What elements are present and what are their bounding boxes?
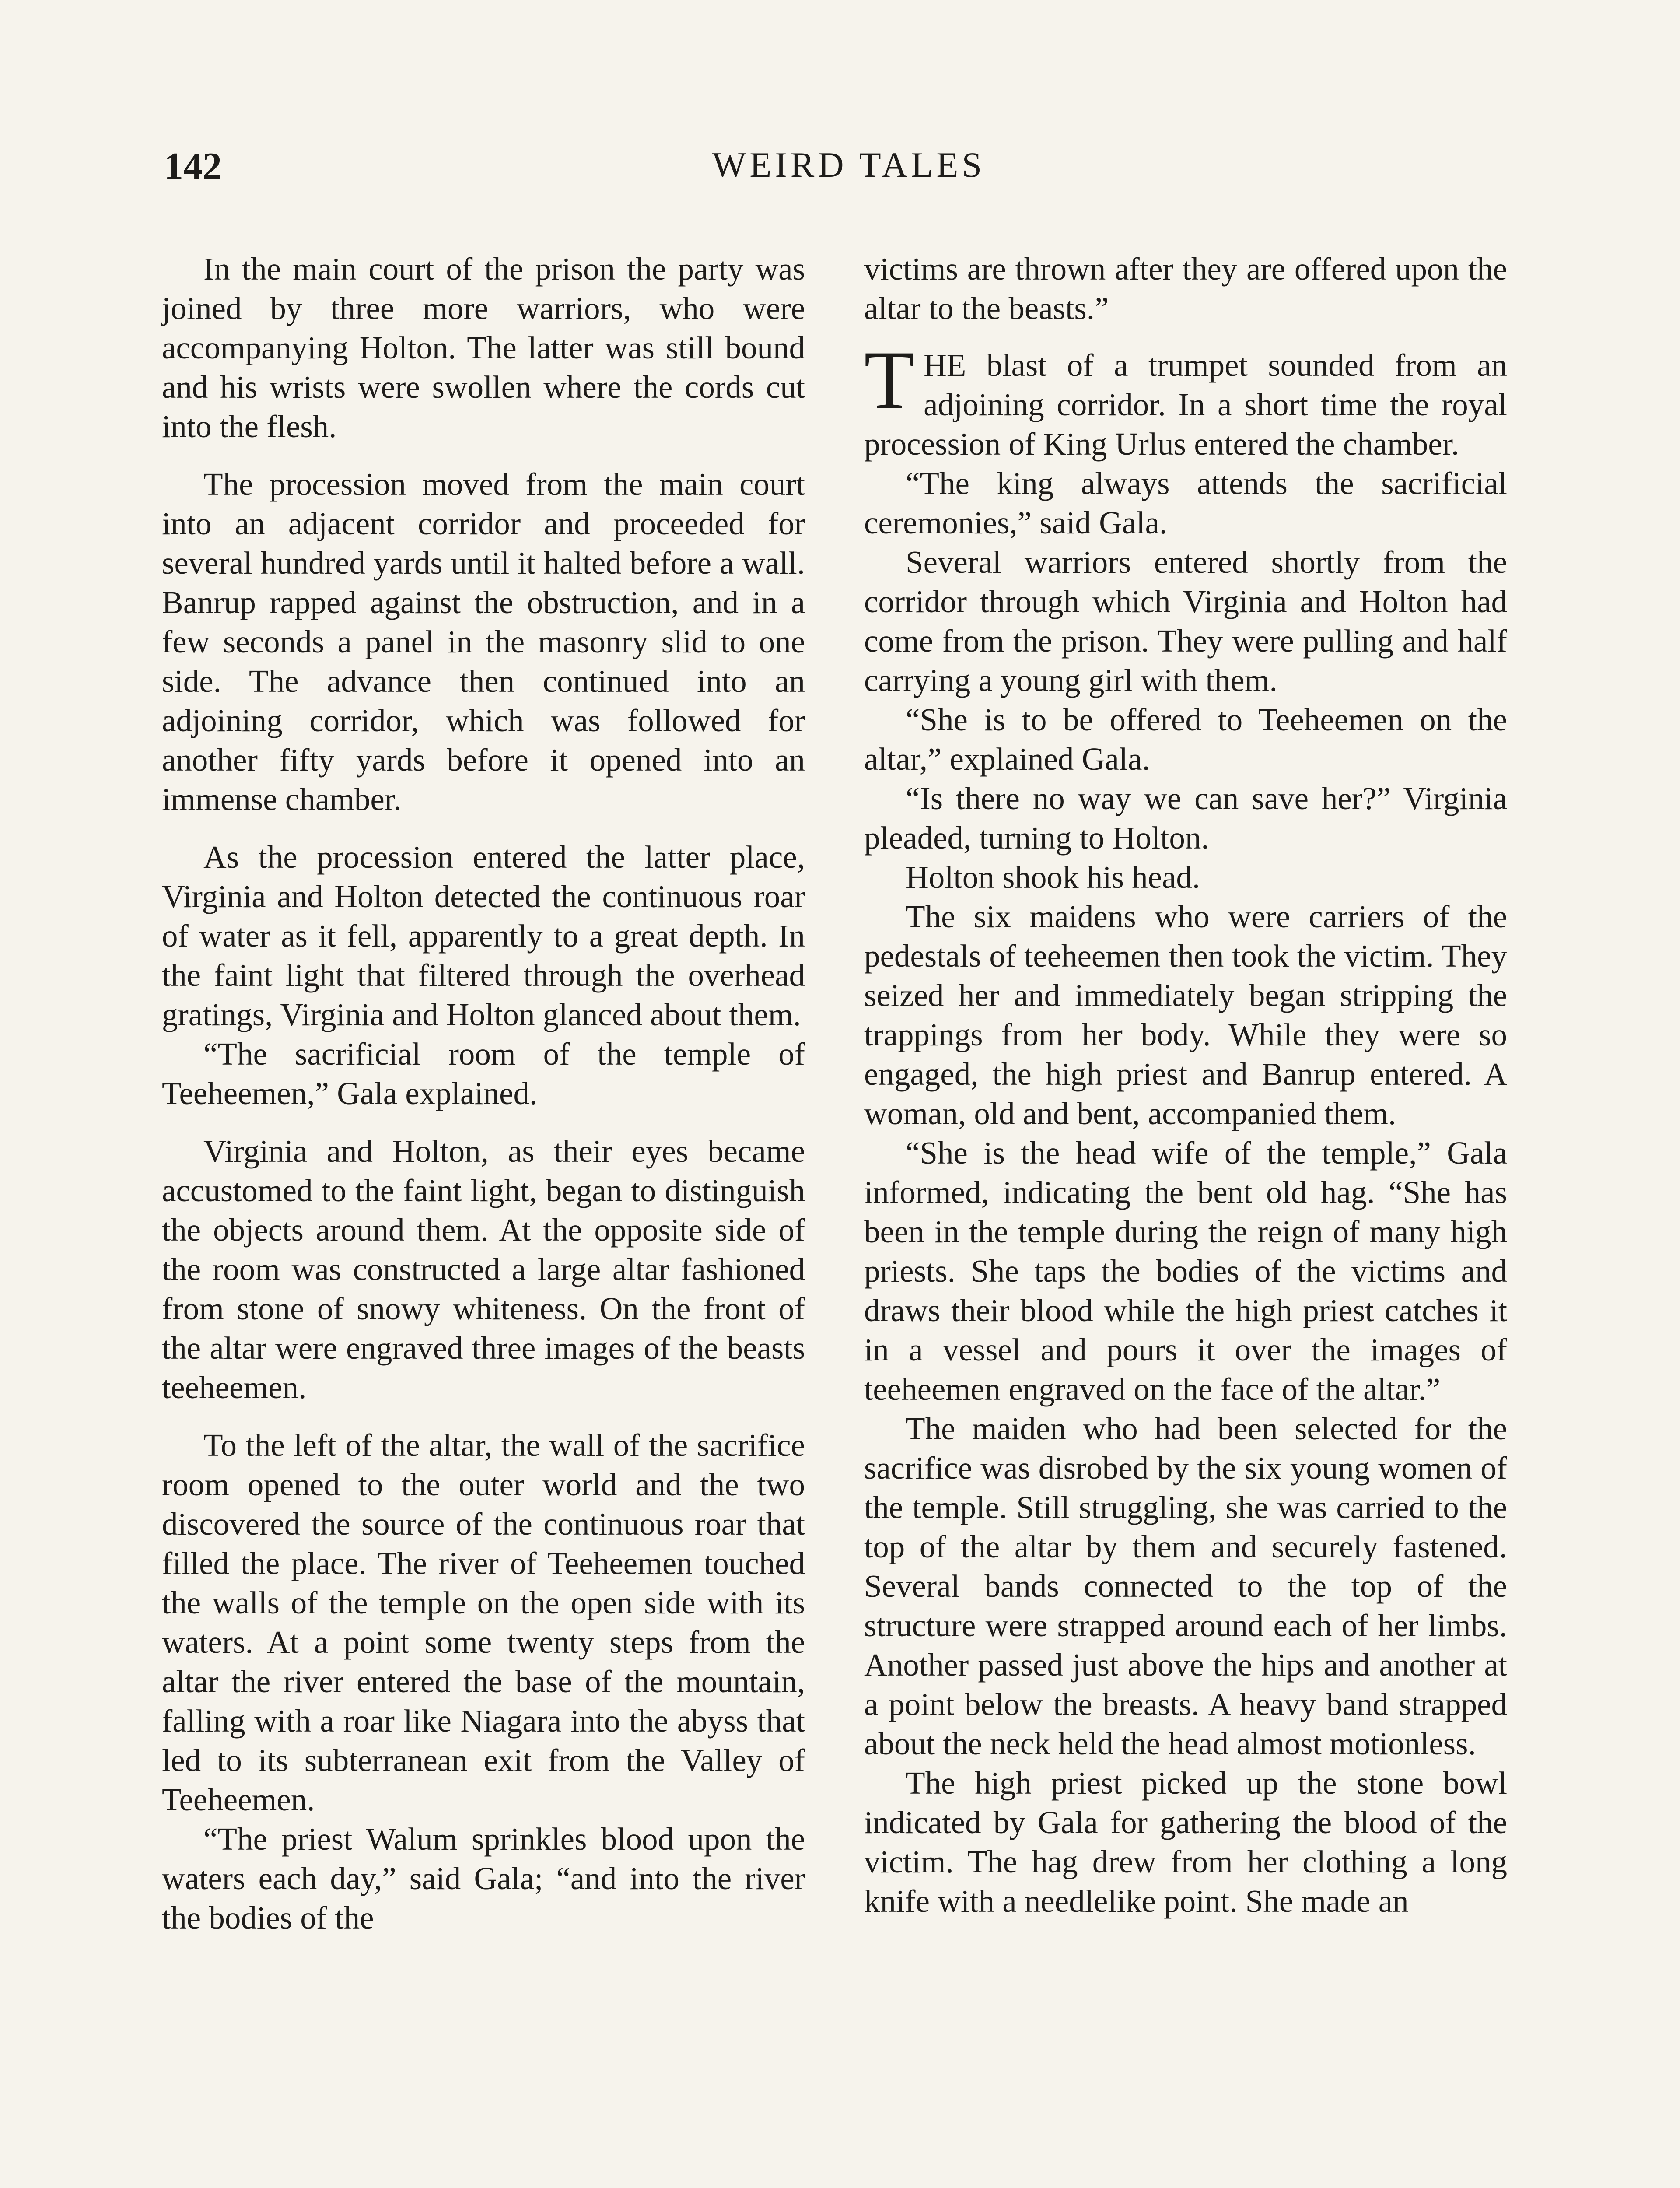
paragraph: “She is to be offered to Teeheemen on the altar,” explained Gala. [864, 702, 1507, 777]
paragraph: In the main court of the prison the party was joined by three more warriors, who were accompanying Holton. The latter was still bound and his wrists were swollen where the cords cut into the flesh. [162, 251, 805, 444]
paragraph: “Is there no way we can save her?” Virginia pleaded, turning to Holton. [864, 781, 1507, 856]
paragraph: The high priest picked up the stone bowl indicated by Gala for gathering the blood of the victim. The hag drew from her clothing a long knife with a needlelike point. She made an [864, 1765, 1507, 1919]
paragraph: The procession moved from the main court into an adjacent corridor and proceeded for several hundred yards until it halted before a wall. Banrup rapped against the obstruction, and in a few seconds a panel in the masonry slid to one side. The advance then continued into an adjoining corridor, which was followed for another fifty yards before it opened into an immense chamber. [162, 466, 805, 817]
paragraph: “She is the head wife of the temple,” Gala informed, indicating the bent old hag. “She has been in the temple during the reign of many high priests. She taps the bodies of the victims and draws their blood while the high priest catches it in a vessel and pours it over the images of teeheemen engraved on the face of the altar.” [864, 1135, 1507, 1407]
left-column [162, 249, 805, 1938]
paragraph: Several warriors entered shortly from the corridor through which Virginia and Holton had come from the prison. They were pulling and half carrying a young girl with them. [864, 544, 1507, 698]
paragraph: “The priest Walum sprinkles blood upon the waters each day,” said Gala; “and into the river the bodies of the [162, 1821, 805, 1936]
paragraph: “The sacrificial room of the temple of Teeheemen,” Gala explained. [162, 1036, 805, 1111]
paragraph: “The king always attends the sacrificial ceremonies,” said Gala. [864, 466, 1507, 540]
paragraph: The maiden who had been selected for the sacrifice was disrobed by the six young women of the temple. Still struggling, she was carried to the top of the altar by them and securely fastened. Several bands connected to the top of the structure were strapped around each of her limbs. Another passed just above the hips and another at a point below the breasts. A heavy band strapped about the neck held the head almost motionless. [864, 1411, 1507, 1761]
paragraph: To the left of the altar, the wall of the sacrifice room opened to the outer world and the two discovered the source of the continuous roar that filled the place. The river of Teeheemen touched the walls of the temple on the open side with its waters. At a point some twenty steps from the altar the river entered the base of the mountain, falling with a roar like Niagara into the abyss that led to its subterranean exit from the Valley of Teeheemen. [162, 1427, 805, 1817]
paragraph: The six maidens who were carriers of the pedestals of teeheemen then took the victim. They seized her and immediately began stripping the trappings from her body. While they were so engaged, the high priest and Banrup entered. A woman, old and bent, accompanied them. [864, 899, 1507, 1131]
page-number: 142 [164, 145, 222, 188]
section-opening-paragraph: THE blast of a trumpet sounded from an adjoining corridor. In a short time the royal procession of King Urlus entered the chamber. [864, 334, 1507, 462]
right-column [864, 249, 1507, 1921]
paragraph: Virginia and Holton, as their eyes became accustomed to the faint light, began to distinguish the objects around them. At the opposite side of the room was constructed a large altar fashioned from stone of snowy whiteness. On the front of the altar were engraved three images of the beasts teeheemen. [162, 1133, 805, 1405]
paragraph: As the procession entered the latter place, Virginia and Holton detected the continuous roar of water as it fell, apparently to a great depth. In the faint light that filtered through the overhead gratings, Virginia and Holton glanced about them. [162, 839, 805, 1032]
running-head: WEIRD TALES [712, 145, 986, 185]
paragraph: Holton shook his head. [906, 859, 1200, 895]
paragraph: victims are thrown after they are offered upon the altar to the beasts.” [864, 251, 1507, 326]
page-header [0, 144, 1680, 201]
